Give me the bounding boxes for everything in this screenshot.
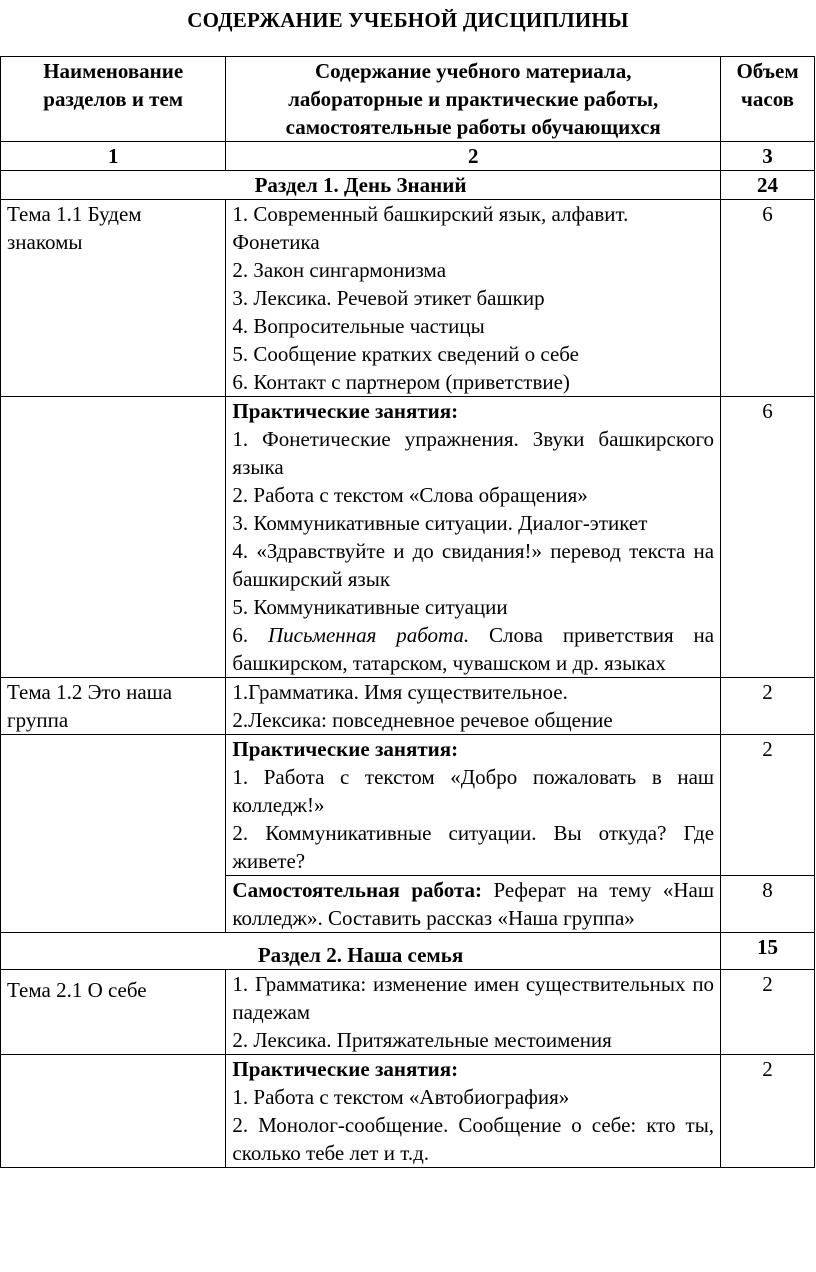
table-header-row [1,57,815,142]
column-number-3: 3 [721,142,815,171]
practice-heading: Практические занятия: [232,737,459,761]
topic-content [226,970,721,1055]
topic-name: Тема 1.2 Это наша группа [1,678,226,735]
practice-content [226,1055,721,1168]
content-item: 1. Современный башкирский язык, алфавит. Фонетика [232,202,629,254]
selfwork-heading: Самостоятельная работа: [232,878,483,902]
practice-row [1,735,815,876]
content-item: 1. Грамматика: изменение имен существительных по падежам [232,972,715,1024]
practice-item: 1. Работа с текстом «Добро пожаловать в наш колледж!» [232,765,715,817]
content-item: 6. Контакт с партнером (приветствие) [232,370,570,394]
selfwork-text: Реферат на тему «Наш колледж». Составить рассказ «Наша группа» [232,878,715,930]
header-topics: Наименование разделов и тем [1,57,226,142]
italic-phrase: Письменная работа. [268,623,470,647]
practice-item: 1. Работа с текстом «Автобиография» [232,1085,570,1109]
practice-item: 4. «Здравствуйте и до свидания!» перевод текста на башкирский язык [232,539,715,591]
practice-heading: Практические занятия: [232,1057,459,1081]
practice-content [226,735,721,876]
column-number-2: 2 [226,142,721,171]
section-hours: 15 [721,933,815,970]
discipline-content-table [0,56,815,1168]
practice-item: 3. Коммуникативные ситуации. Диалог-этикет [232,511,648,535]
content-item: 2. Закон сингармонизма [232,258,447,282]
practice-item: 2. Монолог-сообщение. Сообщение о себе: кто ты, сколько тебе лет и т.д. [232,1113,715,1165]
content-item: 1.Грамматика. Имя существительное. [232,680,568,704]
section-hours: 24 [721,171,815,200]
practice-item: 2. Работа с текстом «Слова обращения» [232,483,588,507]
topic-name: Тема 2.1 О себе [1,970,226,1055]
selfwork-content [226,876,721,933]
practice-content [226,397,721,678]
content-item: 4. Вопросительные частицы [232,314,485,338]
header-content: Содержание учебного материала, лабораторные и практические работы, самостоятельные работы обучающихся [226,57,721,142]
header-hours: Объем часов [721,57,815,142]
practice-row [1,397,815,678]
practice-hours: 6 [721,397,815,678]
practice-item: 1. Фонетические упражнения. Звуки башкирского языка [232,427,715,479]
empty-cell [1,397,226,678]
section-row [1,933,815,970]
section-name: Раздел 1. День Знаний [1,171,721,200]
practice-hours: 2 [721,1055,815,1168]
selfwork-hours: 8 [721,876,815,933]
page-title: СОДЕРЖАНИЕ УЧЕБНОЙ ДИСЦИПЛИНЫ [187,8,629,32]
content-item: 3. Лексика. Речевой этикет башкир [232,286,545,310]
topic-hours: 2 [721,678,815,735]
section-name: Раздел 2. Наша семья [1,933,721,970]
column-number-1: 1 [1,142,226,171]
practice-row [1,1055,815,1168]
topic-row [1,970,815,1055]
column-number-row [1,142,815,171]
practice-hours: 2 [721,735,815,876]
content-item: 5. Сообщение кратких сведений о себе [232,342,579,366]
topic-row [1,678,815,735]
content-item: 2. Лексика. Притяжательные местоимения [232,1028,612,1052]
section-row [1,171,815,200]
practice-item: 6. Письменная работа. Слова приветствия на башкирском, татарском, чувашском и др. языках [232,623,715,675]
practice-heading: Практические занятия: [232,399,459,423]
topic-name: Тема 1.1 Будем знакомы [1,200,226,397]
topic-row [1,200,815,397]
practice-item: 2. Коммуникативные ситуации. Вы откуда? Где живете? [232,821,715,873]
topic-content [226,200,721,397]
content-item: 2.Лексика: повседневное речевое общение [232,708,613,732]
empty-cell [1,1055,226,1168]
practice-item: 5. Коммуникативные ситуации [232,595,508,619]
topic-hours: 6 [721,200,815,397]
topic-hours: 2 [721,970,815,1055]
empty-cell [1,735,226,933]
topic-content [226,678,721,735]
